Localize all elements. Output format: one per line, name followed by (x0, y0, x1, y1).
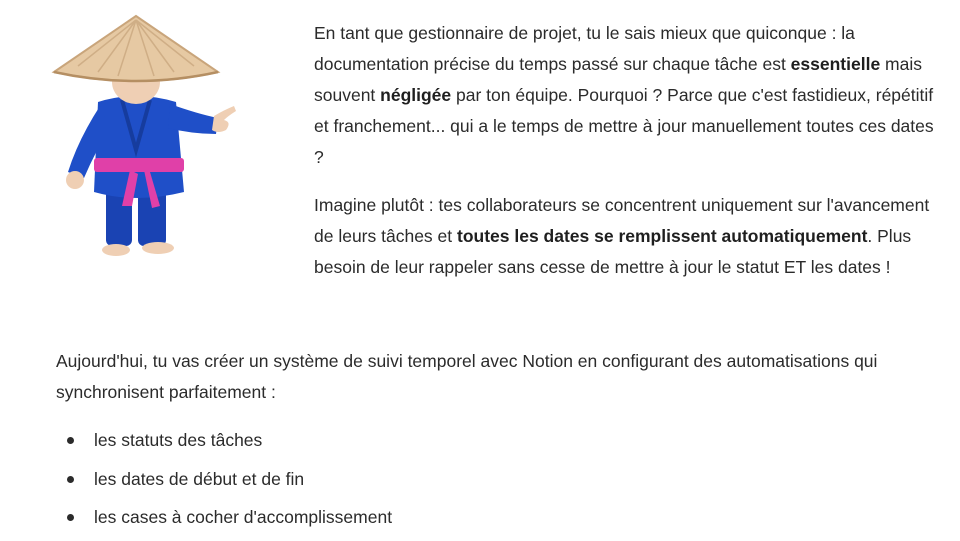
list-item: les statuts des tâches (56, 425, 916, 464)
intro-section (314, 18, 934, 300)
intro-paragraph-1: En tant que gestionnaire de projet, tu le sais mieux que quiconque : la documentation précise du temps passé sur chaque tâche est essentielle mais souvent négligée par ton équipe. Pourquoi ? Parce que c'est fastidieux, répétitif et franchement... qui a le temps de mettre à jour manuellement toutes ces dates ? (314, 23, 934, 167)
intro-paragraph-2: Imagine plutôt : tes collaborateurs se concentrent uniquement sur l'avancement de leurs tâches et toutes les dates se remplissent automatiquement. Plus besoin de leur rappeler sans cesse de mettre à jour le statut ET les dates ! (314, 195, 930, 277)
list-item: les cases à cocher d'accomplissement (56, 502, 916, 541)
body-section (56, 346, 916, 541)
list-item: les dates de début et de fin (56, 464, 916, 503)
emphasis-dates-auto: toutes les dates se remplissent automatiquement (457, 226, 868, 246)
emphasis-negligee: négligée (380, 85, 452, 105)
ninja-mascot-icon (48, 10, 248, 262)
bullet-icon (67, 476, 74, 483)
bullet-icon (67, 437, 74, 444)
bullet-icon (67, 514, 74, 521)
body-paragraph: Aujourd'hui, tu vas créer un système de suivi temporel avec Notion en configurant des automatisations qui synchronisent parfaitement : (56, 351, 878, 402)
emphasis-essentielle: essentielle (790, 54, 881, 74)
bullet-list (56, 425, 916, 541)
